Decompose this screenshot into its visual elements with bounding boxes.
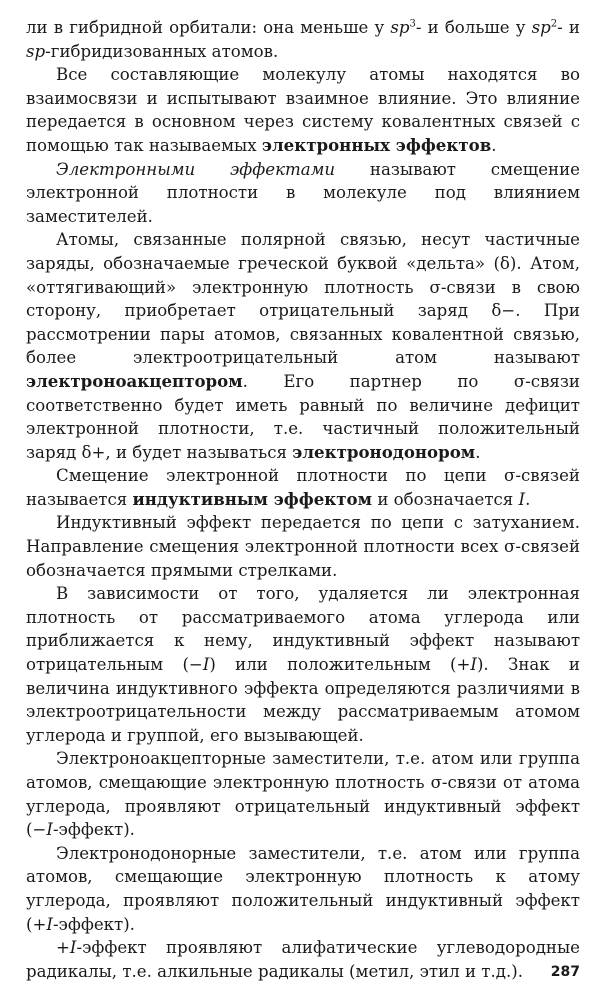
italic-sp: sp — [531, 18, 551, 37]
text-run: называют смещение электронной плотности в молекуле под влиянием заместителей. — [26, 159, 580, 226]
text-run: -гибридизованных атомов. — [45, 41, 279, 61]
text-run: и обозначается — [372, 489, 519, 509]
text-run: . — [525, 489, 531, 509]
paragraph-4 — [26, 228, 580, 464]
page-number: 287 — [550, 964, 580, 980]
paragraph-10 — [26, 936, 580, 983]
body-text — [26, 16, 580, 983]
italic-symbol: I — [202, 655, 210, 675]
bold-term: электронных эффектов — [261, 134, 492, 155]
paragraph-2 — [26, 63, 580, 157]
italic-symbol: I — [518, 489, 526, 509]
text-run: Все составляющие молекулу атомы находятся во взаимосвязи и испытывают взаимное влияние. Это влияние передается в основном через систему ковалентных связей с помощью так называемых — [26, 65, 580, 155]
text-run: ). Знак и величина индуктивного эффекта определяются различиями в электроотрицательности между рассматриваемым атомом углерода и группой, его вызывающей. — [26, 655, 580, 745]
paragraph-8 — [26, 747, 580, 841]
bold-term: электронодонором — [292, 441, 476, 462]
paragraph-6 — [26, 511, 580, 582]
italic-symbol: I — [69, 938, 77, 958]
text-run: . — [475, 442, 481, 462]
text-run: + — [56, 938, 70, 958]
bold-term: индуктивным эффектом — [132, 488, 373, 509]
italic-symbol: I — [470, 655, 477, 675]
text-run: Электронодонорные заместители, т.е. атом или группа атомов, смещающие электронную плотность к атому углерода, проявляют положительный индуктивный эффект (+ — [26, 843, 580, 934]
text-run: ли в гибридной орбитали: она меньше у — [26, 18, 391, 37]
text-run: . Его партнер по σ-связи соответственно будет иметь равный по величине дефицит электронной плотности, т.е. частичный положительный заряд δ+, и будет называться — [26, 371, 580, 462]
text-run: - и — [557, 18, 580, 37]
text-run: . — [491, 135, 497, 155]
text-run: Электроноакцепторные заместители, т.е. атом или группа атомов, смещающие электронную плотность σ-связи от атома углерода, проявляют отрицательный индуктивный эффект (− — [26, 749, 580, 840]
text-run: Смещение электронной плотности по цепи σ-связей называется — [26, 466, 580, 509]
text-run: -эффект). — [52, 914, 135, 934]
paragraph-7 — [26, 582, 580, 747]
paragraph-5 — [26, 464, 580, 511]
text-run: В зависимости от того, удаляется ли электронная плотность от рассматриваемого атома углерода или приближается к нему, индуктивный эффект называют отрицательным (− — [26, 584, 580, 675]
text-run: -эффект). — [52, 820, 135, 840]
superscript: 3 — [409, 18, 416, 30]
paragraph-1 — [26, 16, 580, 63]
italic-symbol: I — [46, 820, 53, 840]
italic-sp: sp — [26, 41, 46, 61]
text-run: - и больше у — [415, 18, 532, 37]
superscript: 2 — [550, 18, 558, 30]
italic-sp: sp — [390, 18, 410, 37]
bold-term: электроноакцептором — [26, 370, 243, 391]
italic-term: Электронными эффектами — [56, 159, 336, 179]
text-run: -эффект проявляют алифатические углеводородные радикалы, т.е. алкильные радикалы (метил, этил и т.д.). — [26, 938, 580, 981]
text-run: Атомы, связанные полярной связью, несут частичные заряды, обозначаемые греческой буквой «дельта» (δ). Атом, «оттягивающий» электронную плотность σ-связи в свою сторону, приобретает отрицательный заряд δ−. При рассмотрении пары атомов, связанных ковалентной связью, более электроотрицательный атом называют — [26, 230, 580, 368]
paragraph-9 — [26, 842, 580, 936]
paragraph-3 — [26, 158, 580, 229]
text-run: Индуктивный эффект передается по цепи с затуханием. Направление смещения электронной плотности всех σ-связей обозначается прямыми стрелками. — [26, 513, 580, 580]
italic-symbol: I — [46, 914, 53, 934]
text-run: ) или положительным (+ — [209, 655, 471, 675]
